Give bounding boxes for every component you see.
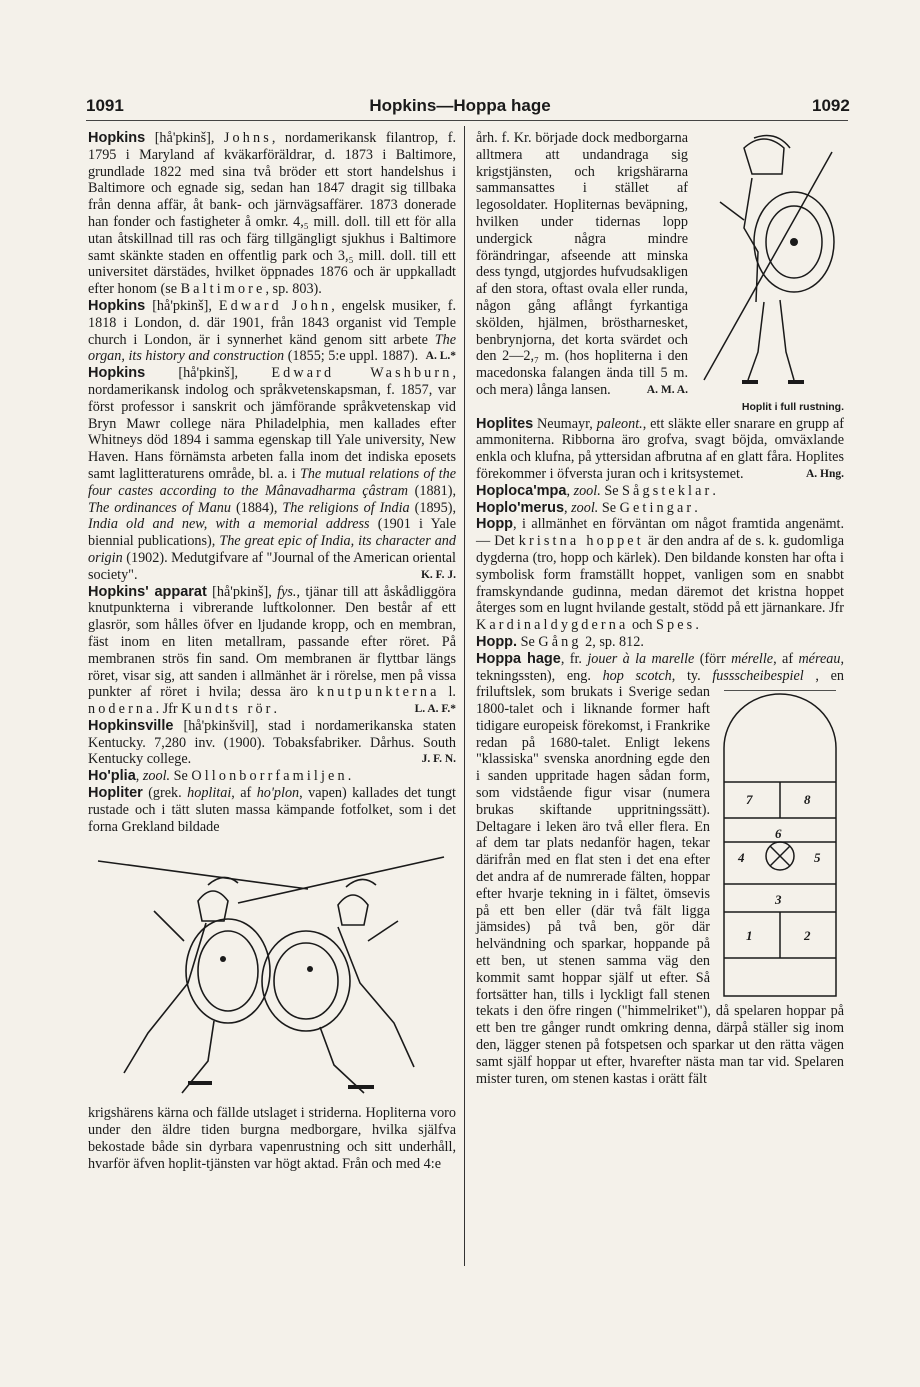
entry-hoplocampa: Hoploca'mpa, zool. Se Sågsteklar. [476, 482, 716, 499]
author-signature: J. F. N. [421, 753, 456, 766]
headword: Hopkins [88, 297, 146, 314]
entry-hopp: Hopp, i allmänhet en förväntan om något framtida angenämt. — Det kristna hoppet är den andra af de s. k. gudomliga dygderna (tro, hopp och kärlek). Den bildande konsten har ofta i symbolisk form framställt hoppet, vanligen som en snabbt framskyndande gudinna, medan däremot det kristna hoppet återges som en lugnt hvilande gestalt, stödd på ett järnankare. Jfr Kardinaldygderna och Spes. [476, 516, 844, 634]
hop-number: 1 [746, 928, 753, 944]
hop-number: 7 [746, 792, 753, 808]
entry-hopp-2: Hopp. Se Gång 2, sp. 812. [476, 633, 644, 650]
header-rule [86, 120, 848, 121]
headword: Ho'plia [88, 768, 136, 785]
left-column [88, 130, 456, 1173]
entry-hopkinsville: Hopkinsville [hå'pkinšvil], stad i nordamerikanska staten Kentucky. 7,280 inv. (1900). Tobaksfabriker. Dårhus. South Kentucky college. J. F. N. [88, 717, 456, 768]
hop-number: 5 [814, 850, 821, 866]
cross-ref: Baltimore [180, 281, 266, 298]
illustration-fighting-hoplites [88, 841, 456, 1101]
cross-ref: Getingar [619, 499, 695, 516]
hop-number: 3 [775, 892, 782, 908]
column-divider [464, 126, 465, 1266]
cross-ref: noderna [88, 701, 156, 718]
entry-hopkins-johns: Hopkins [hå'pkinš], Johns, nordamerikansk filantrop, f. 1795 i Maryland af kväkarföräldrar, d. 1873 i Baltimore, grundlade 1822 med sina två bröder ett stort handelshus i Baltimore och egnade sig, sedan han 1847 dragit sig tillbaka från denna affär, åt bank- och järnvägsaffärer. 1873 donerade han fonder och fastigheter å omkr. 4,₅ mill. doll. till ett för alla utan åtskillnad till ras och färg tillgängligt sjukhus i Baltimore samt skänkte staden en offentlig park och 3,₅ mill. doll. till ett universitet därstädes, hvilket öppnades 1876 och är uppkalladt efter honom (se Baltimore, sp. 803). [88, 130, 456, 298]
cross-ref: Spes [656, 617, 696, 634]
running-title: Hopkins—Hoppa hage [369, 96, 551, 115]
entry-hoplia: Ho'plia, zool. Se Ollonborrfamiljen. [88, 768, 352, 785]
hop-number: 6 [775, 826, 782, 842]
entry-hopliter-continued: krigshärens kärna och fällde utslaget i striderna. Hopliterna voro under den äldre tiden burgna medborgare, hvilka själfva bekostade både sin dyrbara vapenrustning och sitt underhåll, hvarför äfven hoplit-tjänsten var högt aktad. Från och med 4:e [88, 1105, 456, 1172]
author-signature: A. M. A. [646, 383, 688, 396]
author-signature: K. F. J. [420, 568, 456, 581]
cross-ref: Kundts rör [181, 701, 274, 718]
headword: Hopkinsville [88, 717, 174, 734]
headword: Hopliter [88, 785, 143, 802]
illustration-hoplite-full-armour [694, 130, 844, 392]
headword: Hoploca'mpa [476, 482, 567, 499]
cross-ref: Kardinaldygderna [476, 617, 629, 634]
entry-hopliter-continued-2: årh. f. Kr. började dock medborgarna alltmera att undandraga sig krigstjänsten, och krigshärarna sammansattes i stället af legosoldater. Hopliternas beväpning, hvilken under tidernas lopp undergick några mindre förändringar, afseende att minska dess tyngd, utgjordes hufvudsakligen af den stora, oftast ovala eller runda, någon gång aflångt fyrkantiga skölden, hjälmen, bröstharnesket, benbrynjorna, det korta svärdet och den 2—2,₇ m. (hos hopliterna i den macedonska falangen ända till 5 m. och mera) långa lansen. A. M. A. [476, 130, 844, 399]
cross-ref: Johns [223, 130, 272, 146]
cross-ref: kristna hoppet [518, 533, 644, 550]
entry-hopkins-edward-washburn: Hopkins [hå'pkinš], Edward Washburn, nordamerikansk indolog och språkvetenskapsman, f. 1857, var först professor i sanskrit och jämförande språkvetenskap vid Bryn Mawr college nära Philadelphia, men kallades efter Whitneys död 1894 i samma egenskap till Yale university, New Haven. Hans förnämsta arbeten falla inom det indiska eposets samt laglitteraturens område, bl. a. i The mutual relations of the four castes according to the Mânavadharma çâstram (1881), The ordinances of Manu (1884), The religions of India (1895), India old and new, with a memorial address (1901 i Yale biennial publications), The great epic of India, its character and origin (1902). Medutgifvare af "Journal of the American oriental society". K. F. J. [88, 365, 457, 583]
cross-ref: Sågsteklar [622, 482, 713, 499]
cross-ref: knutpunkterna [316, 684, 440, 701]
page-number-right: 1092 [812, 96, 850, 115]
hop-number: 8 [804, 792, 811, 808]
entry-hopliter: Hopliter (grek. hoplitai, af ho'plon, vapen) kallades det tungt rustade och i tätt sluten massa kämpande fotfolket, som i det forna Grekland bildade [88, 785, 456, 835]
page-number-left: 1091 [86, 96, 124, 115]
hop-number: 4 [738, 850, 745, 866]
right-column [476, 130, 844, 1087]
cross-ref: Ollonborrfamiljen [191, 768, 348, 785]
headword: Hoppa hage [476, 650, 561, 667]
author-signature: A. L.* [425, 350, 456, 363]
hoplite-caption: Hoplit i full rustning. [741, 400, 844, 413]
hop-number: 2 [804, 928, 811, 944]
headword: Hopp. [476, 633, 518, 650]
entry-hopkins-edward-john: Hopkins [hå'pkinš], Edward John, engelsk musiker, f. 1818 i London, d. där 1901, från 1843 organist vid Temple church i London, är i synnerhet känd genom sitt arbete The organ, its history and construction (1855; 5:e uppl. 1887). A. L.* [88, 297, 457, 365]
author-signature: L. A. F.* [414, 703, 456, 716]
headword: Hopkins [88, 365, 146, 382]
entry-hoplites: Hoplites Neumayr, paleont., ett släkte eller snarare en grupp af ammoniterna. Ribborna äro grofva, svagt böjda, omväxlande enkla och klufna, på yttersidan afbrutna af en glatt fåra. Hoplites förekommer i öfversta juran och i kritsystemet. A. Hng. [476, 415, 844, 482]
cross-ref: Gång [538, 633, 582, 650]
headword: Hoplo'merus [476, 499, 565, 516]
cross-ref: Edward Washburn [271, 365, 453, 382]
illustration-hopscotch-diagram [716, 690, 844, 998]
headword: Hoplites [476, 415, 534, 432]
entry-hopkins-apparat: Hopkins' apparat [hå'pkinš], fys., tjänar till att åskådliggöra knutpunkterna i vibrerande luftkolonner. Den består af ett glasrör, som hålles öfver en ljudande kropp, och en membran, fäst inom en liten metallram, passande efter röret. På membranen strös fin sand. Om membranen är flyttbar längs röret, visar sig, att sanden i allmänhet är i rörelse, men på vissa punkter af röret i hvila; dessa äro knutpunkterna l. noderna. Jfr Kundts rör. L. A. F.* [88, 583, 457, 718]
entry-hoplomerus: Hoplo'merus, zool. Se Getingar. [476, 499, 698, 516]
entry-hoppa-hage: Hoppa hage, fr. jouer à la marelle (förr mérelle, af méreau, tekningssten), eng. hop scotch, ty. fussscheibespiel 7 8 6 4 5 3 1 2 , en friluftslek, som brukats i Sverige sedan 1800-talet och i liknande former haft tidigare europeisk förekomst, i Frankrike redan på 1680-talet. Enligt lekens "klassiska" svenska anordning egde den i sanden uppritade hagen sådan form, som vidstående figur visar (numera brukas skiftande uppritningssätt). Deltagare i leken äro två eller flera. En af dem tar plats nedanför hagen, tekar därifrån med en flat sten i det ena efter det andra af de numrerade fälten, hoppar efter hvarje tekning in i fältet, ömsevis på ett ben eller (där två fält ligga jämsides) på två ben, gör där helvändning och sparkar, hoppande på ett ben, ut stenen samma väg den kommit samt hoppar själf ut efter. Så fortsätter han, tills i lyckligt fall stenen tekats i den öfre ringen ("himmelriket"), då spelaren hoppar på ett ben tre gånger rundt omkring denna, därpå ställer sig inom den, lägger stenen på fotspetsen och sparkar ut den rätta vägen samt själf hoppar ut efter, hvarefter nästa man tar vid. Spelaren mister turen, om stenen kastas i orätt fält [476, 650, 845, 1087]
cross-ref: Edward John [218, 297, 332, 314]
headword: Hopkins' apparat [88, 583, 207, 600]
headword: Hopkins [88, 130, 146, 146]
headword: Hopp [476, 516, 514, 533]
author-signature: A. Hng. [805, 467, 844, 480]
